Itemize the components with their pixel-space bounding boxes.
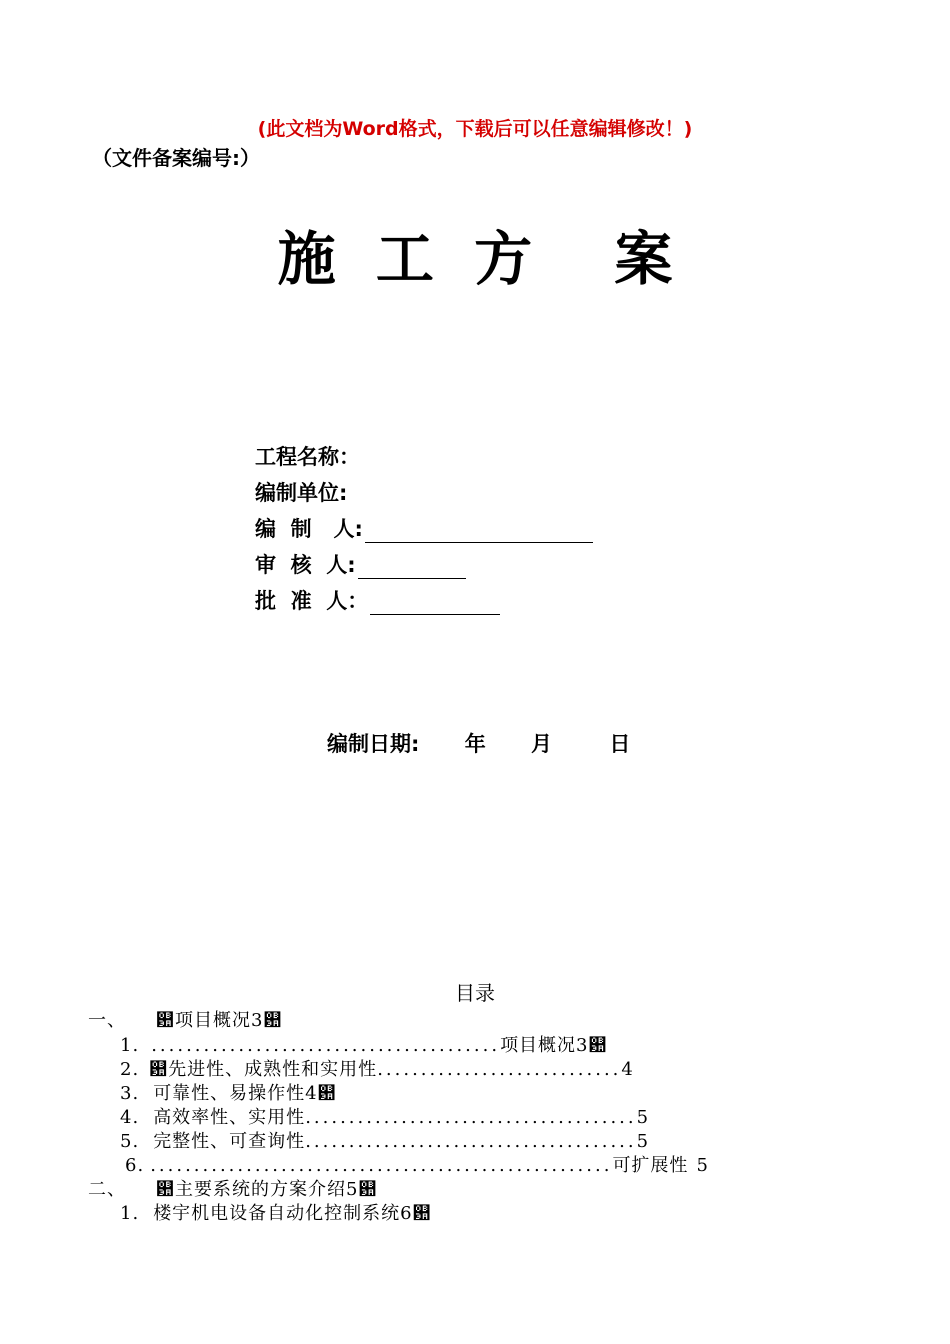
toc-entry-number: 1. bbox=[120, 1035, 140, 1056]
date-year: 年 bbox=[464, 732, 486, 756]
toc-entry[interactable] bbox=[88, 1175, 377, 1201]
toc-entry-text: ଺先进性、成熟性和实用性 bbox=[149, 1059, 378, 1080]
toc-entry-number: 3. bbox=[120, 1083, 140, 1104]
toc-title: 目录 bbox=[455, 981, 495, 1005]
toc-entry-text: 项目概况3଺ bbox=[500, 1035, 608, 1056]
project-name-field bbox=[255, 441, 360, 471]
title-char: 工 bbox=[375, 225, 434, 293]
toc-entry[interactable] bbox=[125, 1151, 709, 1177]
editor-label: 编 制 人: bbox=[255, 517, 363, 541]
toc-entry-number: 一、 bbox=[88, 1010, 126, 1031]
toc-entry-text: ଺主要系统的方案介绍5଺ bbox=[156, 1179, 378, 1200]
project-name-label: 工程名称： bbox=[255, 445, 360, 469]
title-char: 案 bbox=[614, 225, 673, 293]
unit-field bbox=[255, 477, 347, 507]
reviewer-blank-line bbox=[358, 556, 466, 579]
date-month: 月 bbox=[531, 732, 553, 756]
approver-blank-line bbox=[370, 592, 500, 615]
editor-blank-line bbox=[365, 520, 593, 543]
toc-entry[interactable] bbox=[120, 1031, 750, 1057]
toc-entry-page: 5 bbox=[696, 1155, 709, 1176]
date-label: 编制日期: bbox=[327, 732, 420, 756]
approver-field bbox=[255, 585, 500, 615]
toc-entry-leader: ..................................................... bbox=[150, 1155, 613, 1176]
toc-entry-leader: ........................................ bbox=[151, 1035, 501, 1056]
title-char: 施 bbox=[277, 225, 336, 293]
toc-entry-text: 可扩展性 bbox=[612, 1155, 689, 1176]
toc-entry-text: 完整性、可查询性 bbox=[153, 1131, 306, 1152]
toc-entry-number: 二、 bbox=[88, 1179, 126, 1200]
date-day: 日 bbox=[609, 732, 631, 756]
toc-entry-number: 5. bbox=[120, 1131, 140, 1152]
file-record-number: （文件备案编号:） bbox=[92, 146, 260, 170]
toc-entry-text: 高效率性、实用性 bbox=[153, 1107, 306, 1128]
toc-entry-leader: ...................................... bbox=[305, 1107, 637, 1128]
toc-entry-text: 楼宇机电设备自动化控制系统6଺ bbox=[153, 1203, 432, 1224]
reviewer-field bbox=[255, 549, 466, 579]
toc-entry-number: 1. bbox=[120, 1203, 140, 1224]
title-char: 方 bbox=[474, 225, 533, 293]
toc-entry-page: 4 bbox=[621, 1059, 634, 1080]
toc-entry-number: 2. bbox=[120, 1059, 140, 1080]
toc-entry-leader: ............................ bbox=[377, 1059, 622, 1080]
toc-entry[interactable] bbox=[120, 1055, 634, 1081]
compile-date bbox=[327, 728, 630, 758]
toc-entry-page: 5 bbox=[636, 1107, 650, 1128]
editor-field bbox=[255, 513, 593, 543]
toc-entry-page: 5 bbox=[636, 1131, 650, 1152]
reviewer-label: 审 核 人: bbox=[255, 553, 356, 577]
toc-entry[interactable] bbox=[120, 1103, 649, 1129]
toc-entry[interactable] bbox=[88, 1006, 282, 1032]
toc-entry-number: 4. bbox=[120, 1107, 140, 1128]
toc-entry[interactable] bbox=[120, 1199, 432, 1225]
edit-notice: (此文档为Word格式，下载后可以任意编辑修改！) bbox=[257, 118, 693, 140]
toc-entry-text: 可靠性、易操作性4଺ bbox=[153, 1083, 337, 1104]
toc-entry[interactable] bbox=[120, 1127, 649, 1153]
toc-entry-leader: ...................................... bbox=[305, 1131, 637, 1152]
toc-entry[interactable] bbox=[120, 1079, 337, 1105]
approver-label: 批 准 人： bbox=[255, 589, 369, 613]
toc-entry-number: 6. bbox=[125, 1155, 145, 1176]
unit-label: 编制单位: bbox=[255, 481, 348, 505]
document-title bbox=[0, 212, 950, 296]
toc-entry-text: ଺项目概况3଺ bbox=[156, 1010, 283, 1031]
